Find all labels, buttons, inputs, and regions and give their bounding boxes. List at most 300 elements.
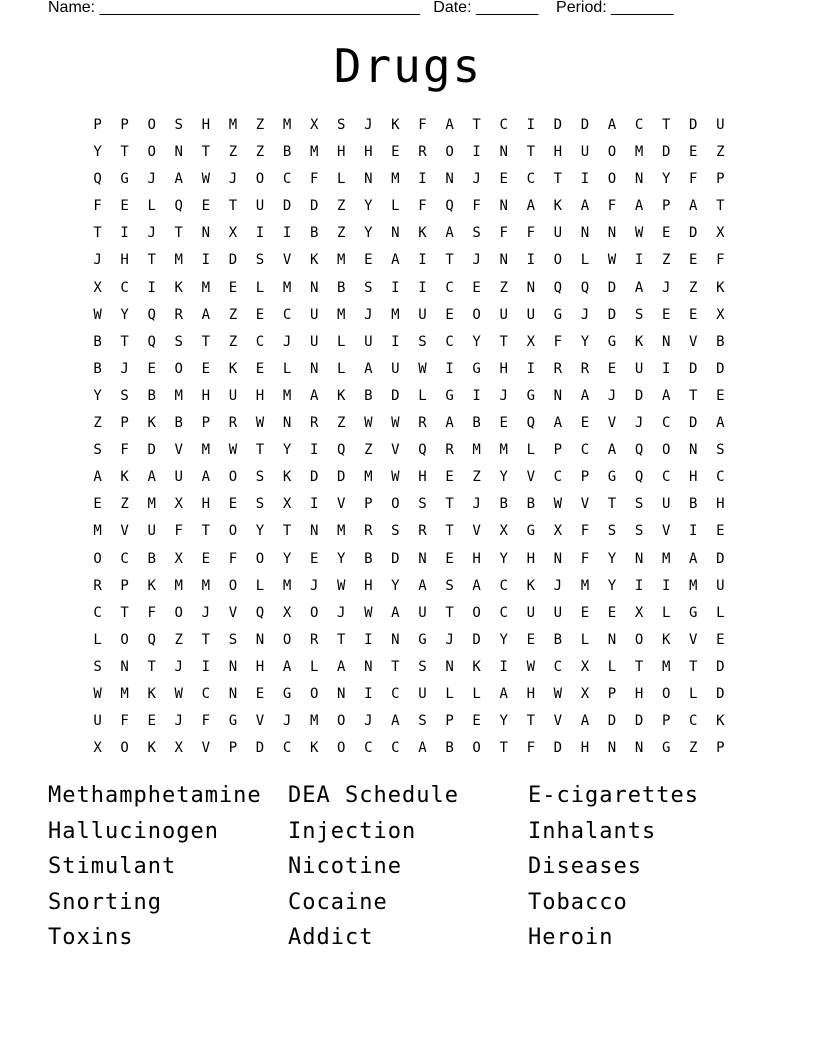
grid-letter: M: [391, 306, 400, 323]
grid-letter: P: [580, 469, 590, 486]
grid-letter: J: [472, 252, 481, 269]
grid-letter: N: [553, 387, 563, 404]
grid-letter: A: [445, 415, 454, 432]
grid-letter: M: [282, 577, 292, 594]
grid-letter: U: [418, 306, 427, 323]
grid-letter: T: [472, 117, 481, 133]
grid-letter: E: [472, 713, 481, 730]
grid-letter: P: [716, 740, 725, 757]
grid-letter: N: [255, 631, 265, 648]
grid-letter: E: [661, 225, 671, 242]
grid-letter: V: [282, 252, 292, 269]
grid-letter: V: [201, 740, 211, 757]
name-field-label: Name: ____________________________________: [48, 0, 420, 16]
grid-letter: A: [391, 604, 400, 621]
grid-letter: S: [634, 523, 644, 540]
grid-letter: N: [580, 225, 590, 242]
grid-letter: V: [337, 496, 346, 513]
grid-letter: V: [391, 442, 400, 459]
grid-letter: Q: [93, 171, 102, 188]
grid-letter: U: [526, 306, 535, 323]
grid-letter: K: [716, 713, 725, 730]
grid-letter: A: [580, 198, 590, 215]
grid-letter: A: [93, 469, 102, 486]
grid-letter: X: [634, 604, 644, 621]
grid-letter: C: [661, 415, 671, 432]
grid-letter: T: [147, 658, 156, 675]
grid-letter: M: [634, 144, 644, 161]
grid-letter: S: [634, 306, 644, 323]
grid-letter: R: [174, 306, 183, 323]
grid-letter: I: [445, 360, 454, 377]
grid-letter: L: [337, 360, 346, 377]
grid-letter: O: [391, 496, 400, 513]
grid-letter: A: [364, 360, 373, 377]
grid-letter: Q: [337, 442, 346, 459]
grid-letter: Y: [364, 198, 373, 215]
grid-letter: M: [337, 523, 346, 540]
grid-letter: D: [309, 469, 319, 486]
grid-letter: F: [93, 198, 102, 215]
grid-letter: M: [174, 252, 183, 269]
word-bank-item: Inhalants: [528, 818, 657, 844]
grid-row: [84, 627, 734, 654]
grid-letter: V: [526, 469, 535, 486]
grid-letter: C: [689, 713, 698, 730]
grid-letter: Z: [255, 117, 265, 133]
grid-letter: A: [607, 117, 617, 133]
grid-letter: G: [689, 604, 698, 621]
grid-letter: U: [391, 360, 400, 377]
grid-letter: G: [607, 469, 617, 486]
grid-row: [84, 193, 734, 220]
grid-letter: Y: [364, 225, 373, 242]
grid-letter: I: [418, 279, 427, 296]
grid-letter: K: [147, 740, 156, 757]
grid-letter: G: [418, 631, 427, 648]
grid-letter: A: [201, 306, 211, 323]
grid-letter: F: [120, 713, 129, 730]
grid-letter: C: [634, 117, 644, 133]
grid-letter: P: [120, 577, 129, 594]
grid-letter: F: [174, 523, 183, 540]
grid-letter: D: [716, 658, 725, 675]
grid-letter: R: [418, 144, 427, 161]
grid-letter: F: [526, 225, 535, 242]
grid-letter: C: [120, 279, 129, 296]
grid-letter: E: [201, 550, 211, 567]
grid-letter: V: [472, 523, 481, 540]
grid-letter: H: [255, 387, 265, 404]
grid-letter: U: [93, 713, 102, 730]
grid-letter: O: [337, 713, 346, 730]
grid-letter: T: [120, 333, 129, 350]
grid-letter: I: [282, 225, 292, 242]
grid-letter: N: [499, 252, 508, 269]
grid-letter: X: [580, 658, 590, 675]
grid-letter: J: [228, 171, 238, 188]
grid-letter: E: [526, 631, 535, 648]
grid-letter: K: [391, 117, 400, 133]
grid-letter: V: [661, 523, 671, 540]
grid-letter: R: [309, 631, 319, 648]
grid-letter: Z: [689, 740, 698, 757]
grid-letter: E: [201, 360, 211, 377]
grid-letter: A: [391, 713, 400, 730]
grid-letter: D: [607, 306, 617, 323]
grid-letter: U: [418, 604, 427, 621]
word-bank-item: Methamphetamine: [48, 783, 262, 808]
grid-letter: Z: [228, 144, 238, 161]
grid-letter: W: [634, 225, 644, 242]
grid-letter: M: [580, 577, 590, 594]
grid-letter: M: [499, 442, 508, 459]
grid-row: [84, 546, 734, 573]
grid-letter: K: [228, 360, 238, 377]
grid-letter: J: [580, 306, 590, 323]
grid-letter: N: [634, 171, 644, 188]
grid-letter: Q: [147, 306, 156, 323]
grid-letter: Y: [499, 631, 508, 648]
grid-letter: N: [445, 658, 454, 675]
grid-letter: J: [499, 387, 508, 404]
grid-letter: E: [580, 415, 590, 432]
grid-letter: H: [418, 469, 427, 486]
grid-letter: T: [499, 740, 508, 757]
grid-letter: V: [255, 713, 265, 730]
grid-letter: Z: [661, 252, 671, 269]
grid-letter: U: [255, 198, 265, 215]
grid-letter: S: [255, 252, 265, 269]
grid-letter: I: [391, 279, 400, 296]
grid-letter: D: [634, 713, 644, 730]
grid-letter: G: [607, 333, 617, 350]
grid-letter: C: [255, 333, 265, 350]
grid-letter: U: [228, 387, 238, 404]
grid-letter: Q: [255, 604, 265, 621]
grid-letter: E: [689, 252, 698, 269]
grid-letter: K: [147, 685, 156, 702]
grid-letter: M: [201, 577, 211, 594]
grid-letter: S: [418, 333, 427, 350]
grid-letter: H: [580, 740, 590, 757]
grid-letter: Y: [499, 713, 508, 730]
grid-letter: K: [661, 631, 671, 648]
grid-letter: E: [499, 171, 508, 188]
grid-letter: Z: [255, 144, 265, 161]
grid-letter: L: [526, 442, 535, 459]
grid-letter: O: [228, 577, 238, 594]
grid-letter: A: [634, 279, 644, 296]
grid-letter: N: [607, 631, 617, 648]
grid-letter: A: [282, 658, 292, 675]
grid-letter: B: [309, 225, 319, 242]
grid-letter: Y: [391, 577, 400, 594]
grid-letter: F: [607, 198, 617, 215]
grid-letter: E: [716, 523, 725, 540]
grid-letter: K: [634, 333, 644, 350]
grid-letter: I: [309, 496, 319, 513]
grid-letter: T: [337, 631, 346, 648]
grid-letter: M: [282, 117, 292, 133]
grid-letter: I: [418, 171, 427, 188]
grid-letter: D: [689, 225, 698, 242]
grid-letter: K: [418, 225, 427, 242]
grid-letter: P: [228, 740, 238, 757]
grid-letter: E: [472, 279, 481, 296]
grid-letter: O: [472, 306, 481, 323]
grid-letter: F: [499, 225, 508, 242]
grid-letter: T: [391, 658, 400, 675]
grid-letter: E: [661, 306, 671, 323]
grid-letter: N: [120, 658, 129, 675]
grid-letter: T: [201, 523, 211, 540]
grid-letter: M: [472, 442, 481, 459]
grid-letter: A: [418, 740, 427, 757]
grid-letter: Q: [526, 415, 535, 432]
grid-letter: Z: [364, 442, 373, 459]
grid-letter: E: [228, 496, 238, 513]
grid-letter: R: [418, 415, 427, 432]
grid-letter: W: [228, 442, 238, 459]
grid-letter: D: [689, 415, 698, 432]
grid-letter: T: [716, 198, 725, 215]
grid-letter: L: [255, 577, 265, 594]
grid-letter: S: [93, 442, 102, 459]
grid-letter: Q: [580, 279, 590, 296]
grid-letter: N: [228, 685, 238, 702]
grid-letter: X: [174, 550, 183, 567]
grid-letter: J: [147, 171, 156, 188]
grid-letter: K: [309, 740, 319, 757]
grid-row: [84, 491, 734, 518]
grid-letter: K: [309, 252, 319, 269]
grid-letter: S: [418, 713, 427, 730]
grid-letter: M: [147, 496, 156, 513]
grid-letter: P: [120, 117, 129, 133]
grid-letter: N: [174, 144, 183, 161]
grid-letter: E: [255, 306, 265, 323]
grid-letter: Z: [716, 144, 725, 161]
grid-letter: G: [553, 306, 563, 323]
grid-letter: O: [309, 685, 319, 702]
grid-letter: L: [580, 252, 590, 269]
grid-letter: A: [174, 171, 183, 188]
grid-letter: X: [93, 279, 102, 296]
grid-letter: V: [689, 333, 698, 350]
grid-letter: L: [445, 685, 454, 702]
grid-letter: T: [445, 604, 454, 621]
grid-letter: F: [526, 740, 535, 757]
grid-letter: W: [364, 415, 373, 432]
grid-letter: M: [174, 577, 183, 594]
grid-letter: A: [661, 387, 671, 404]
grid-letter: I: [472, 387, 481, 404]
grid-letter: K: [553, 198, 563, 215]
grid-letter: D: [472, 631, 481, 648]
grid-letter: L: [472, 685, 481, 702]
grid-letter: A: [499, 685, 508, 702]
grid-letter: W: [526, 658, 535, 675]
grid-letter: M: [337, 252, 346, 269]
grid-letter: O: [120, 631, 129, 648]
grid-letter: I: [661, 577, 671, 594]
grid-letter: X: [553, 523, 563, 540]
grid-row: [84, 112, 734, 139]
grid-letter: H: [337, 144, 346, 161]
grid-letter: J: [661, 279, 671, 296]
grid-letter: N: [499, 198, 508, 215]
grid-letter: N: [228, 658, 238, 675]
grid-letter: C: [282, 740, 292, 757]
grid-letter: J: [282, 333, 292, 350]
grid-letter: C: [526, 171, 535, 188]
grid-letter: O: [147, 117, 156, 133]
grid-letter: W: [337, 577, 346, 594]
grid-letter: G: [445, 387, 454, 404]
grid-row: [84, 464, 734, 491]
grid-letter: I: [634, 577, 644, 594]
grid-letter: A: [201, 469, 211, 486]
grid-letter: V: [607, 415, 617, 432]
grid-letter: I: [472, 144, 481, 161]
grid-letter: O: [228, 523, 238, 540]
grid-letter: V: [174, 442, 183, 459]
grid-letter: Y: [282, 550, 292, 567]
grid-letter: M: [282, 279, 292, 296]
grid-letter: Q: [147, 333, 156, 350]
grid-letter: C: [391, 740, 400, 757]
grid-letter: A: [526, 198, 535, 215]
grid-letter: A: [634, 198, 644, 215]
grid-letter: T: [445, 523, 454, 540]
grid-letter: Z: [337, 198, 346, 215]
grid-letter: O: [553, 252, 563, 269]
grid-letter: I: [255, 225, 265, 242]
grid-letter: S: [716, 442, 725, 459]
grid-letter: N: [607, 740, 617, 757]
grid-letter: R: [364, 523, 373, 540]
grid-letter: D: [553, 740, 563, 757]
grid-letter: U: [526, 604, 535, 621]
date-field-label: Date: _______: [433, 0, 539, 16]
grid-letter: M: [201, 279, 211, 296]
grid-letter: J: [147, 225, 156, 242]
grid-letter: M: [282, 387, 292, 404]
grid-letter: D: [716, 550, 725, 567]
grid-letter: Q: [147, 631, 156, 648]
grid-letter: J: [445, 631, 454, 648]
grid-letter: V: [228, 604, 238, 621]
grid-letter: A: [391, 252, 400, 269]
grid-letter: S: [120, 387, 129, 404]
grid-row: [84, 356, 734, 383]
grid-letter: L: [689, 685, 698, 702]
grid-letter: S: [93, 658, 102, 675]
word-bank-item: Nicotine: [288, 854, 402, 879]
grid-letter: T: [445, 496, 454, 513]
grid-letter: D: [391, 550, 400, 567]
grid-letter: Y: [499, 550, 508, 567]
grid-letter: U: [716, 117, 725, 133]
grid-letter: C: [282, 306, 292, 323]
grid-letter: N: [282, 415, 292, 432]
grid-row: [84, 681, 734, 708]
grid-letter: C: [553, 658, 563, 675]
grid-letter: I: [526, 117, 535, 133]
grid-letter: O: [661, 442, 671, 459]
grid-row: [84, 383, 734, 410]
grid-letter: H: [201, 387, 211, 404]
grid-letter: N: [418, 550, 427, 567]
grid-letter: P: [445, 713, 454, 730]
grid-letter: S: [634, 496, 644, 513]
word-bank-item: Hallucinogen: [48, 818, 219, 844]
grid-letter: A: [445, 225, 454, 242]
grid-letter: J: [282, 713, 292, 730]
grid-letter: L: [607, 658, 617, 675]
grid-letter: O: [147, 144, 156, 161]
grid-letter: R: [93, 577, 102, 594]
grid-letter: A: [147, 469, 156, 486]
grid-letter: I: [418, 252, 427, 269]
grid-letter: S: [255, 469, 265, 486]
grid-letter: S: [391, 523, 400, 540]
grid-letter: F: [716, 252, 725, 269]
grid-letter: N: [391, 631, 400, 648]
grid-letter: Q: [553, 279, 563, 296]
grid-letter: Z: [499, 279, 508, 296]
grid-letter: W: [418, 360, 427, 377]
word-bank-item: Injection: [288, 818, 417, 844]
grid-letter: M: [309, 144, 319, 161]
grid-letter: S: [228, 631, 238, 648]
grid-letter: Y: [93, 144, 102, 161]
word-bank-item: DEA Schedule: [288, 783, 459, 808]
grid-letter: N: [553, 550, 563, 567]
word-bank-item: Diseases: [528, 854, 642, 879]
grid-letter: G: [472, 360, 481, 377]
grid-letter: R: [580, 360, 590, 377]
grid-letter: T: [526, 144, 535, 161]
grid-letter: A: [418, 577, 427, 594]
grid-letter: L: [337, 333, 346, 350]
grid-letter: H: [634, 685, 644, 702]
grid-letter: X: [309, 117, 319, 133]
grid-letter: G: [661, 740, 671, 757]
grid-letter: E: [364, 252, 373, 269]
grid-letter: B: [364, 550, 373, 567]
grid-letter: J: [553, 577, 563, 594]
grid-letter: C: [201, 685, 211, 702]
grid-letter: E: [93, 496, 102, 513]
grid-letter: O: [93, 550, 102, 567]
grid-letter: J: [364, 713, 373, 730]
grid-letter: K: [120, 469, 129, 486]
grid-letter: S: [174, 117, 183, 133]
grid-letter: N: [445, 171, 454, 188]
grid-letter: I: [201, 658, 211, 675]
grid-letter: M: [661, 658, 671, 675]
grid-letter: T: [255, 442, 265, 459]
grid-letter: F: [472, 198, 481, 215]
grid-letter: X: [716, 225, 725, 242]
grid-letter: B: [472, 415, 481, 432]
grid-letter: T: [607, 496, 617, 513]
grid-letter: B: [147, 387, 156, 404]
word-bank-item: Heroin: [528, 925, 614, 950]
grid-letter: V: [120, 523, 129, 540]
